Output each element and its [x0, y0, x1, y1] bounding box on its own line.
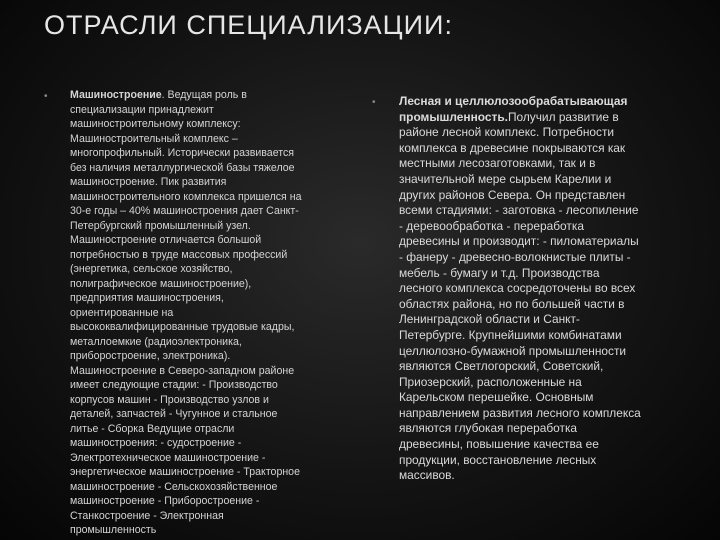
slide-title: ОТРАСЛИ СПЕЦИАЛИЗАЦИИ:: [44, 10, 453, 40]
bullet-icon: •: [372, 97, 376, 108]
right-lead: Лесная и целлюлозообрабатывающая промышленность.: [399, 94, 628, 124]
left-column: [44, 88, 362, 538]
left-paragraph: [70, 88, 362, 538]
right-paragraph: [399, 94, 672, 484]
right-column: [372, 88, 672, 484]
right-body: Получил развитие в районе лесной комплекс. Потребности комплекса в древесине покрываются как местными лесозаготовками, так и в значительной мере сырьем Карелии и других районов Севера. Он представлен всеми стадиями: - заготовка - лесопиление - деревообработка - переработка древесины и производит: - пиломатериалы - фанеру - древесно-волокнистые плиты - мебель - бумагу и т.д. Производства лесного комплекса сосредоточены во всех областях района, но по большей части в Ленинградской области и Санкт- Петербурге. Крупнейшими комбинатами целлюлозно-бумажной промышленности являются Светлогорский, Советский, Приозерский, расположенные на Карельском перешейке. Основным направлением развития лесного комплекса являются глубокая переработка древесины, повышение качества ее продукции, восстановление лесных массивов.: [399, 109, 641, 483]
bullet-icon: •: [44, 91, 48, 102]
left-body: . Ведущая роль в специализации принадлежит машиностроительному комплексу: Машиностроительный комплекс – многопрофильный. Исторически развивается без наличия металлургической базы тяжелое машиностроение. Пик развития машиностроительного комплекса пришелся на 30-е годы – 40% машиностроения дает Санкт- Петербургский промышленный узел. Машиностроение отличается большой потребностью в труде массовых профессий (энергетика, сельское хозяйство, полиграфическое машиностроение), предприятия машиностроения, ориентированные на высококвалифицированные трудовые кадры, металлоемкие (радиоэлектроника, приборостроение, электроника). Машиностроение в Северо-западном районе имеет следующие стадии: - Производство корпусов машин - Производство узлов и деталей, запчастей - Чугунное и стальное литье - Сборка Ведущие отрасли машиностроения: - судостроение - Электротехническое машиностроение - энергетическое машиностроение - Тракторное машиностроение - Сельскохозяйственное машиностроение - Приборостроение - Станкостроение - Электронная промышленность: [70, 89, 302, 536]
left-lead: Машиностроение: [70, 89, 162, 101]
